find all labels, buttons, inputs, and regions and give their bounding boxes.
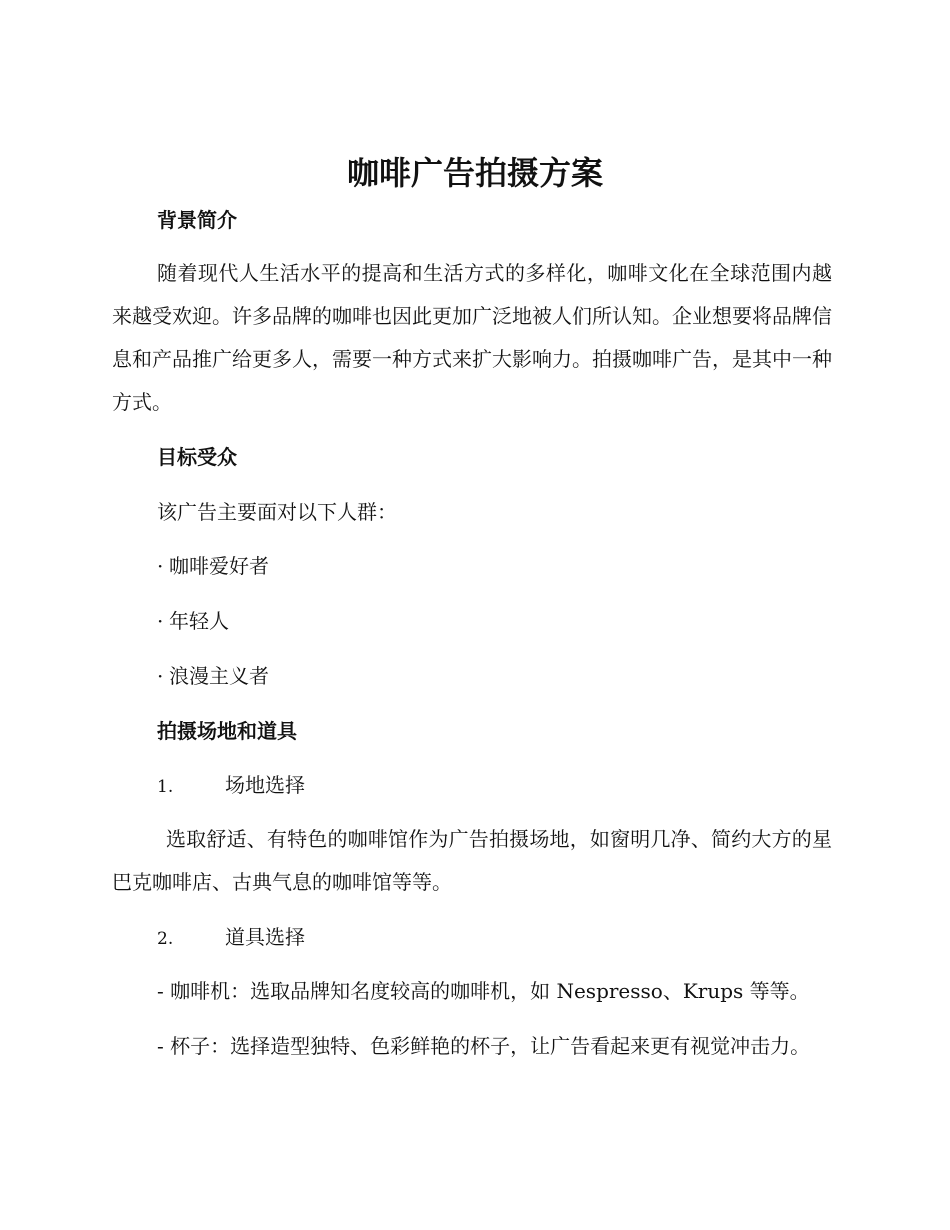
audience-item-label: 浪漫主义者: [169, 664, 269, 688]
numbered-item-props: [157, 922, 305, 954]
audience-item-label: 年轻人: [169, 609, 229, 633]
venue-paragraph: 选取舒适、有特色的咖啡馆作为广告拍摄场地，如窗明几净、简约大方的星巴克咖啡店、古典气息的咖啡馆等等。: [112, 827, 832, 894]
item-label: 场地选择: [225, 773, 305, 797]
audience-list-item: [157, 551, 269, 581]
props-item-cups: - 杯子：选择造型独特、色彩鲜艳的杯子，让广告看起来更有视觉冲击力。: [157, 1034, 811, 1058]
item-number: 2.: [157, 929, 174, 949]
section-heading-audience: 目标受众: [157, 445, 237, 469]
audience-intro: 该广告主要面对以下人群：: [157, 500, 397, 524]
numbered-item-venue: [157, 770, 305, 802]
bullet-mark: ·: [157, 609, 164, 633]
bullet-mark: ·: [157, 664, 164, 688]
background-paragraph: 随着现代人生活水平的提高和生活方式的多样化，咖啡文化在全球范围内越来越受欢迎。许多品牌的咖啡也因此更加广泛地被人们所认知。企业想要将品牌信息和产品推广给更多人，需要一种方式来扩大影响力。拍摄咖啡广告，是其中一种方式。: [112, 261, 832, 414]
item-number: 1.: [157, 777, 174, 797]
section-heading-venue-props: 拍摄场地和道具: [157, 719, 297, 743]
audience-list-item: [157, 661, 269, 691]
props-item-coffee-machine: - 咖啡机：选取品牌知名度较高的咖啡机，如 Nespresso、Krups 等等。: [157, 979, 810, 1003]
audience-list-item: [157, 606, 229, 636]
item-label: 道具选择: [225, 925, 305, 949]
section-heading-background: 背景简介: [157, 208, 237, 232]
document-title: 咖啡广告拍摄方案: [346, 154, 603, 192]
audience-item-label: 咖啡爱好者: [169, 554, 269, 578]
bullet-mark: ·: [157, 554, 164, 578]
